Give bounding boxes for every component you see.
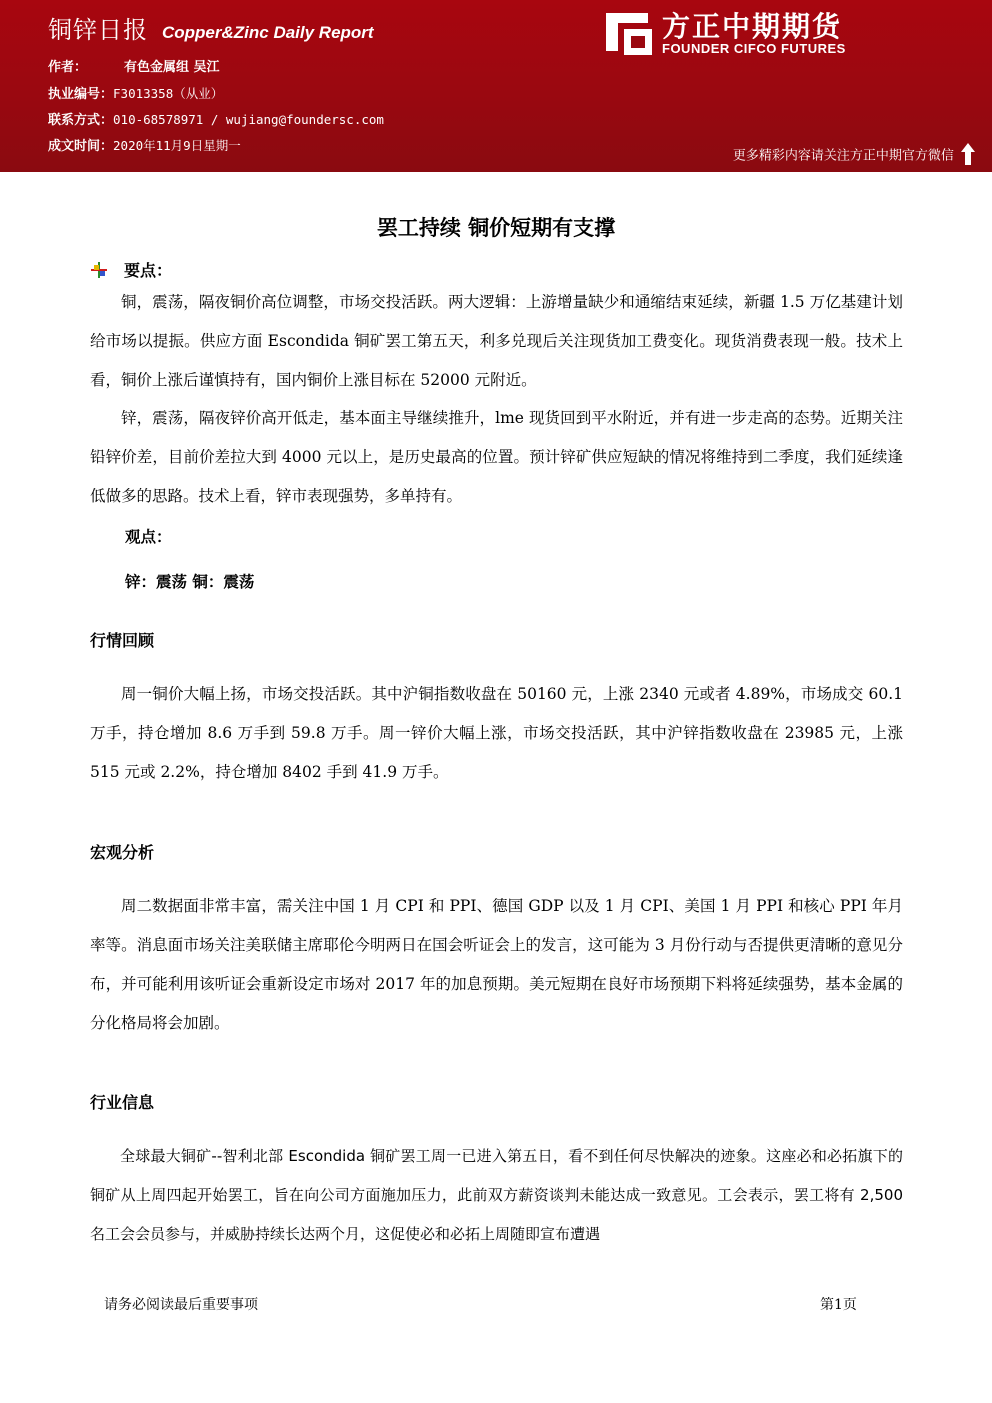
meta-label: 成文时间： — [48, 139, 114, 154]
bullet-icon — [90, 261, 108, 279]
section-text-review: 周一铜价大幅上扬，市场交投活跃。其中沪铜指数收盘在 50160 元，上涨 2340 元或者 4.89%，市场成交 60.1 万手，持仓增加 8.6 万手到 59.8 万手。周一锌价大幅上涨，市场交投活跃，其中沪锌指数收盘在 23985 元，上涨 515 元或 2.2%，持仓增加 8402 手到 41.9 万手。 — [90, 685, 903, 781]
view-heading: 观点： — [125, 528, 172, 546]
report-header — [0, 0, 992, 172]
section-text-industry: 全球最大铜矿--智利北部 Escondida 铜矿罢工周一已进入第五日，看不到任何尽快解决的迹象。这座必和必拓旗下的铜矿从上周四起开始罢工，旨在向公司方面施加压力，此前双方薪资谈判未能达成一致意见。工会表示，罢工将有 2,500 名工会会员参与，并威胁持续长达两个月，这促使必和必拓上周随即宣布遭遇 — [90, 1147, 903, 1243]
follow-wechat[interactable] — [733, 142, 976, 166]
meta-value[interactable]: 010-68578971 / wujiang@foundersc.com — [113, 112, 384, 127]
keypoints-heading — [90, 258, 172, 281]
report-title-block — [48, 10, 374, 45]
author-meta — [48, 55, 384, 159]
founder-logo-icon — [604, 7, 654, 57]
keypoint-zinc: 锌，震荡，隔夜锌价高开低走，基本面主导继续推升，lme 现货回到平水附近，并有进一步走高的态势。近期关注铅锌价差，目前价差拉大到 4000 元以上，是历史最高的位置。预计锌矿供应短缺的情况将维持到二季度，我们延续逢低做多的思路。技术上看，锌市表现强势，多单持有。 — [90, 409, 903, 505]
meta-label: 联系方式： — [48, 113, 114, 128]
logo-text-cn: 方正中期期货 — [662, 10, 843, 43]
meta-value: F3013358（从业） — [113, 86, 224, 101]
keypoints-label: 要点： — [124, 261, 173, 280]
up-arrow-icon — [960, 142, 976, 166]
footer-notice: 请务必阅读最后重要事项 — [104, 1297, 258, 1313]
meta-author — [48, 55, 384, 81]
follow-text: 更多精彩内容请关注方正中期官方微信 — [732, 148, 954, 164]
view-text: 锌：震荡 铜：震荡 — [125, 573, 255, 591]
report-title-en: Copper&Zinc Daily Report — [162, 23, 374, 42]
document-title: 罢工持续 铜价短期有支撑 — [376, 216, 616, 240]
meta-contact — [48, 107, 384, 133]
section-heading-review: 行情回顾 — [90, 631, 155, 650]
meta-license — [48, 81, 384, 107]
page-number: 第1页 — [820, 1297, 857, 1313]
meta-date — [48, 133, 384, 159]
section-heading-industry: 行业信息 — [90, 1093, 155, 1112]
section-heading-macro: 宏观分析 — [90, 843, 155, 862]
logo-text-en: FOUNDER CIFCO FUTURES — [662, 41, 846, 56]
keypoint-copper: 铜，震荡，隔夜铜价高位调整，市场交投活跃。两大逻辑：上游增量缺少和通缩结束延续，新疆 1.5 万亿基建计划给市场以提振。供应方面 Escondida 铜矿罢工第五天，利多兑现后关注现货加工费变化。现货消费表现一般。技术上看，铜价上涨后谨慎持有，国内铜价上涨目标在 52000 元附近。 — [90, 293, 903, 389]
section-text-macro: 周二数据面非常丰富，需关注中国 1 月 CPI 和 PPI、德国 GDP 以及 1 月 CPI、美国 1 月 PPI 和核心 PPI 年月率等。消息面市场关注美联储主席耶伦今明两日在国会听证会上的发言，这可能为 3 月份行动与否提供更清晰的意见分布，并可能利用该听证会重新设定市场对 2017 年的加息预期。美元短期在良好市场预期下料将延续强势，基本金属的分化格局将会加剧。 — [90, 897, 903, 1032]
company-logo — [604, 7, 864, 61]
meta-label: 执业编号： — [48, 87, 114, 102]
meta-label: 作者： — [48, 60, 88, 75]
meta-value: 有色金属组 吴江 — [124, 60, 220, 75]
meta-value: 2020年11月9日星期一 — [113, 138, 241, 153]
report-title-cn: 铜锌日报 — [48, 16, 148, 44]
